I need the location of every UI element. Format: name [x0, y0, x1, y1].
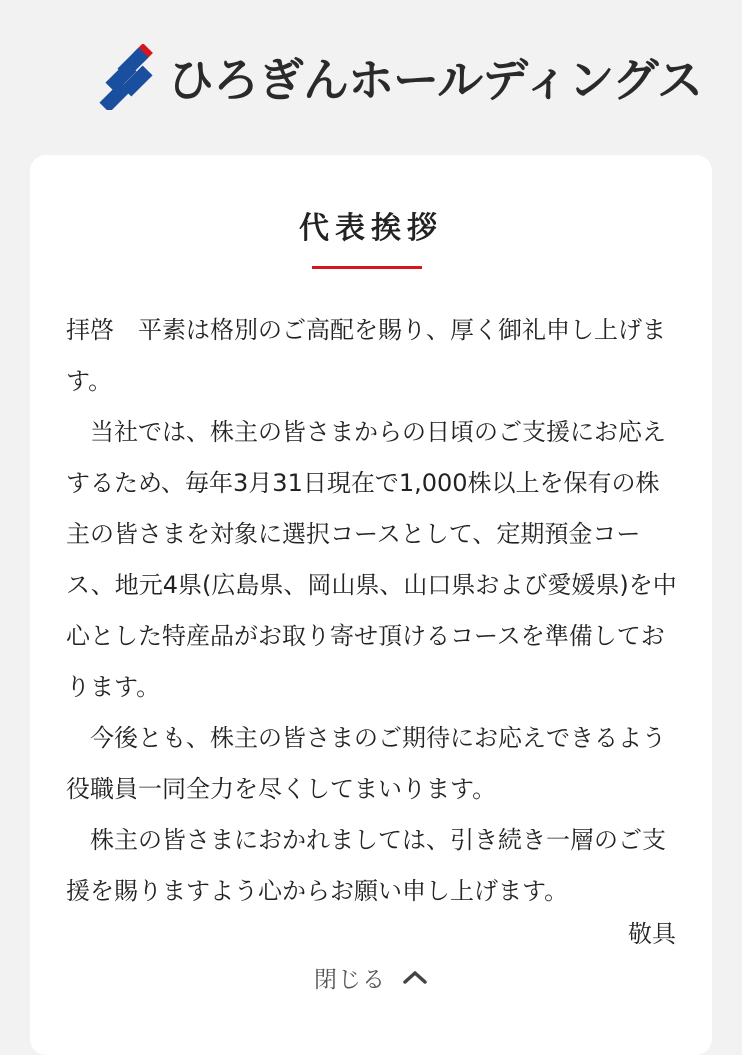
hirogin-logo-icon	[96, 44, 162, 110]
close-button-label: 閉じる	[314, 966, 386, 993]
message-body	[66, 305, 678, 917]
closing-remark: 敬具	[628, 920, 676, 948]
message-paragraph: 今後とも、株主の皆さまのご期待にお応えできるよう役職員一同全力を尽くしてまいります。	[66, 724, 666, 803]
close-button[interactable]	[30, 955, 712, 999]
message-paragraph: 拝啓 平素は格別のご高配を賜り、厚く御礼申し上げます。	[66, 316, 666, 395]
page-title: 代表挨拶	[299, 211, 443, 246]
message-card	[30, 155, 712, 1055]
company-logo-text: ひろぎんホールディングス	[168, 53, 703, 107]
message-paragraph: 株主の皆さまにおかれましては、引き続き一層のご支援を賜りますよう心からお願い申し上げます。	[66, 826, 666, 905]
header	[0, 0, 742, 150]
title-underline	[312, 266, 422, 269]
chevron-up-icon	[402, 969, 428, 985]
message-paragraph: 当社では、株主の皆さまからの日頃のご支援にお応えするため、毎年3月31日現在で1,000株以上を保有の株主の皆さまを対象に選択コースとして、定期預金コース、地元4県(広島県、岡山県、山口県および愛媛県)を中心とした特産品がお取り寄せ頂けるコースを準備しております。	[66, 418, 677, 701]
